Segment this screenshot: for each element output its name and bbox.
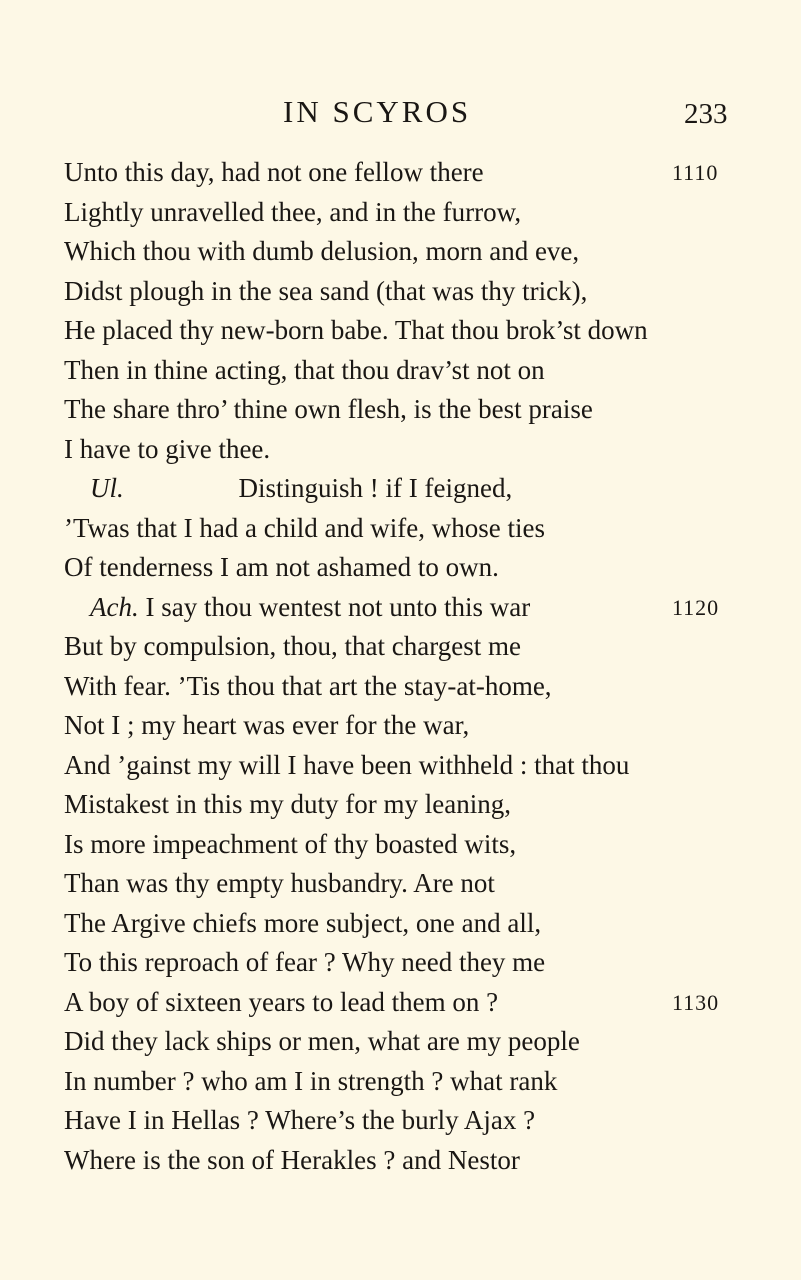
verse-line: [0, 1062, 801, 1102]
verse-line-text: [64, 904, 541, 944]
verse-line: [0, 746, 801, 786]
verse-line-text: [64, 706, 469, 746]
verse-line-text: [64, 1101, 535, 1141]
line-content: ’Twas that I had a child and wife, whose ties: [64, 512, 545, 543]
verse-line-text: [64, 943, 545, 983]
verse-line-text: [64, 1141, 520, 1181]
page-number: 233: [684, 98, 728, 130]
line-content: With fear. ’Tis thou that art the stay-at-home,: [64, 670, 552, 701]
verse-line-text: [64, 864, 495, 904]
verse-line: [0, 904, 801, 944]
verse-line-text: [64, 311, 648, 351]
verse-line-text: [64, 983, 498, 1023]
verse-line: [0, 548, 801, 588]
line-content: Which thou with dumb delusion, morn and eve,: [64, 236, 580, 266]
line-content: Is more impeachment of thy boasted wits,: [64, 828, 517, 859]
line-content: To this reproach of fear ? Why need they me: [64, 947, 546, 977]
verse-line-text: [64, 627, 521, 667]
verse-line: [0, 627, 801, 667]
verse-line-text: [64, 667, 552, 707]
verse-line: [0, 1022, 801, 1062]
verse-line-text: [64, 1022, 580, 1062]
line-content: Than was thy empty husbandry. Are not: [64, 868, 495, 898]
speaker-label: Ul.: [90, 473, 124, 503]
verse-line: [0, 272, 801, 312]
verse-line-text: [64, 193, 521, 233]
verse-body: [0, 153, 801, 1180]
verse-line: [0, 311, 801, 351]
verse-line-text: [64, 272, 587, 312]
verse-line: [0, 864, 801, 904]
verse-line-text: [64, 1062, 557, 1102]
verse-line-text: [64, 548, 499, 588]
line-content: Not I ; my heart was ever for the war,: [64, 710, 470, 740]
line-content: Mistakest in this my duty for my leaning,: [64, 789, 511, 819]
speaker-label: Ach.: [90, 591, 139, 622]
line-content: In number ? who am I in strength ? what rank: [64, 1065, 558, 1096]
page-header: [0, 92, 801, 132]
verse-line: [0, 153, 801, 193]
line-content: A boy of sixteen years to lead them on ?: [64, 986, 499, 1017]
line-number: 1120: [672, 594, 720, 620]
verse-line-text: [64, 351, 545, 391]
line-content: He placed thy new-born babe. That thou brok’st down: [64, 315, 648, 345]
verse-line-text: [64, 746, 629, 786]
verse-line: [0, 193, 801, 233]
verse-line: [0, 706, 801, 746]
line-content: Where is the son of Herakles ? and Nestor: [64, 1144, 520, 1175]
verse-line: [0, 1141, 801, 1181]
line-content: Lightly unravelled thee, and in the furrow,: [64, 196, 522, 227]
line-content: I say thou wentest not unto this war: [145, 591, 531, 622]
verse-line: [0, 1101, 801, 1141]
line-content: I have to give thee.: [64, 433, 271, 464]
line-number: 1130: [672, 989, 720, 1015]
verse-line-text: [64, 390, 593, 430]
verse-line-text: [64, 232, 579, 272]
line-content: The share thro’ thine own flesh, is the best praise: [64, 394, 593, 424]
line-content: Did they lack ships or men, what are my people: [64, 1026, 580, 1056]
verse-line: [0, 232, 801, 272]
verse-line: [0, 588, 801, 628]
verse-line: [0, 983, 801, 1023]
verse-line: [0, 667, 801, 707]
line-content: And ’gainst my will I have been withheld : that thou: [64, 749, 630, 780]
line-number: 1110: [672, 160, 719, 185]
verse-line: [0, 390, 801, 430]
verse-line-text: [64, 509, 545, 549]
line-content: Have I in Hellas ? Where’s the burly Ajax ?: [64, 1105, 536, 1135]
verse-line-text: [64, 430, 270, 470]
verse-line-text: [90, 588, 530, 628]
line-content: Of tenderness I am not ashamed to own.: [64, 552, 499, 582]
verse-line: [0, 509, 801, 549]
verse-line: [0, 351, 801, 391]
line-content: The Argive chiefs more subject, one and all,: [64, 907, 542, 938]
line-content: Unto this day, had not one fellow there: [64, 157, 484, 187]
verse-line-text: [64, 153, 484, 193]
verse-line-text: [64, 785, 511, 825]
running-head: IN SCYROS: [283, 94, 472, 129]
verse-line: [0, 430, 801, 470]
verse-line-text: [64, 825, 516, 865]
verse-line: [0, 469, 801, 509]
verse-line-text: [90, 469, 512, 509]
verse-line: [0, 785, 801, 825]
verse-line: [0, 825, 801, 865]
line-content: Distinguish ! if I feigned,: [238, 473, 513, 503]
line-content: Didst plough in the sea sand (that was thy trick),: [64, 275, 588, 306]
line-content: Then in thine acting, that thou drav’st not on: [64, 354, 545, 385]
line-content: But by compulsion, thou, that chargest me: [64, 631, 521, 661]
verse-line: [0, 943, 801, 983]
